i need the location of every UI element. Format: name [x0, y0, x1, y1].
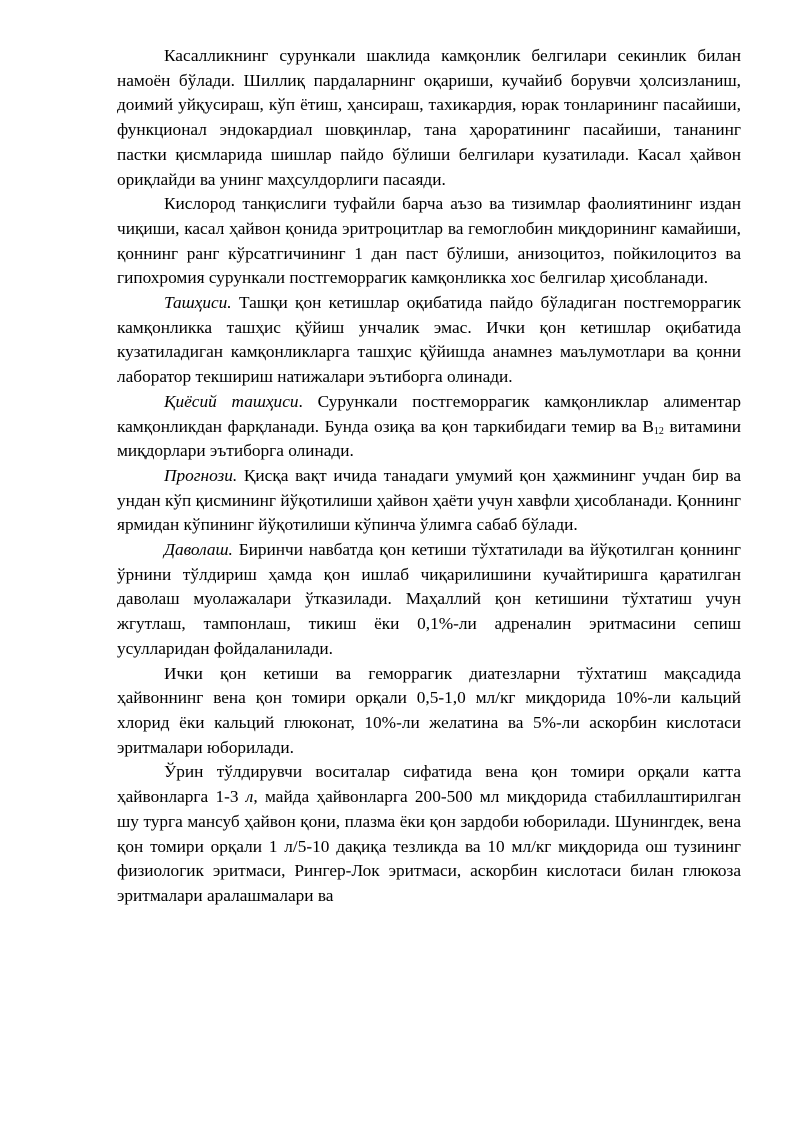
document-page	[117, 44, 741, 909]
paragraph-prognosis	[117, 464, 741, 538]
paragraph-text-continued: , майда ҳайвонларга 200-500 мл миқдорида стабиллаштирилган шу турга мансуб ҳайвон қони, плазма ёки қон зардоби юборилади. Шунингдек, вена қон томири орқали 1 л/5-10 дақиқа тезликда ва 10 мл/кг миқдорида ош тузининг физиологик эритмаси, Рингер-Лок эритмаси, аскорбин кислотаси билан глюкоза эритмалари аралашмалари ва	[117, 787, 741, 905]
paragraph-text: Биринчи навбатда қон кетиши тўхтатилади ва йўқотилган қоннинг ўрнини тўлдириш ҳамда қон ишлаб чиқарилишини кучайтиришга қаратилган даволаш муолажалари ўтказилади. Маҳаллий қон кетишини тўхтатиш учун жгутлаш, тампонлаш, тикиш ёки 0,1%-ли адреналин эритмасини сепиш усулларидан фойдаланилади.	[117, 540, 741, 658]
paragraph-oxygen-deficiency	[117, 192, 741, 291]
paragraph-text-continued: витамини миқдорлари эътиборга олинади.	[117, 416, 742, 461]
paragraph-treatment	[117, 538, 741, 662]
section-heading-differential-diagnosis: Қиёсий ташҳиси	[164, 391, 299, 411]
paragraph-internal-bleeding	[117, 662, 741, 761]
italic-unit: л	[245, 787, 254, 807]
section-heading-prognosis: Прогнози.	[164, 465, 238, 485]
paragraph-replacement-agents	[117, 760, 741, 908]
subscript-12: 12	[653, 425, 664, 437]
paragraph-text: Касалликнинг сурункали шаклида камқонлик белгилари секинлик билан намоён бўлади. Шиллиқ пардаларнинг оқариши, кучайиб борувчи ҳолсизланиш, доимий уйқусираш, кўп ётиш, ҳансираш, тахикардия, юрак тонларининг пасайиши, функционал эндокардиал шовқинлар, тана ҳароратининг пасайиши, тананинг пастки қисмларида шишлар пайдо бўлиши белгилари кузатилади. Касал ҳайвон ориқлайди ва унинг маҳсулдорлиги пасаяди.	[117, 46, 741, 189]
paragraph-text: Қисқа вақт ичида танадаги умумий қон ҳажмининг учдан бир ва ундан кўп қисмининг йўқотилиши ҳайвон ҳаёти учун хавфли ҳисобланади. Қоннинг ярмидан кўпининг йўқотилиши кўпинча ўлимга сабаб бўлади.	[117, 465, 741, 535]
paragraph-diagnosis	[117, 291, 741, 390]
section-heading-treatment: Даволаш.	[164, 540, 233, 560]
paragraph-text: Кислород танқислиги туфайли барча аъзо ва тизимлар фаолиятининг издан чиқиши, касал ҳайвон қонида эритроцитлар ва гемоглобин миқдорининг камайиши, қоннинг ранг кўрсатгичининг 1 дан паст бўлиши, анизоцитоз, пойкилоцитоз ва гипохромия сурункали постгеморрагик камқонликка хос белгилар ҳисобланади.	[117, 194, 741, 288]
paragraph-text: Ички қон кетиши ва геморрагик диатезларни тўхтатиш мақсадида ҳайвоннинг вена қон томири орқали 0,5-1,0 мл/кг миқдорида 10%-ли кальций хлорид ёки кальций глюконат, 10%-ли желатина ва 5%-ли аскорбин кислотаси эритмалари юборилади.	[117, 663, 741, 757]
paragraph-text: Ташқи қон кетишлар оқибатида пайдо бўладиган постгеморрагик камқонликка ташҳис қўйиш унчалик эмас. Ички қон кетишлар оқибатида кузатиладиган камқонликларга ташҳис қўйишда анамнез маълумотлари ва қонни лаборатор текшириш натижалари эътиборга олинади.	[117, 293, 741, 387]
section-heading-diagnosis: Ташҳиси.	[164, 293, 232, 313]
paragraph-text: . Сурункали постгеморрагик камқонликлар алиментар камқонликдан фарқланади. Бунда озиқа ва қон таркибидаги темир ва В	[117, 391, 741, 436]
paragraph-differential-diagnosis	[117, 390, 741, 464]
paragraph-text: Ўрин тўлдирувчи воситалар сифатида вена қон томири орқали катта ҳайвонларга 1-3	[117, 762, 741, 807]
paragraph-clinical-signs	[117, 44, 741, 192]
